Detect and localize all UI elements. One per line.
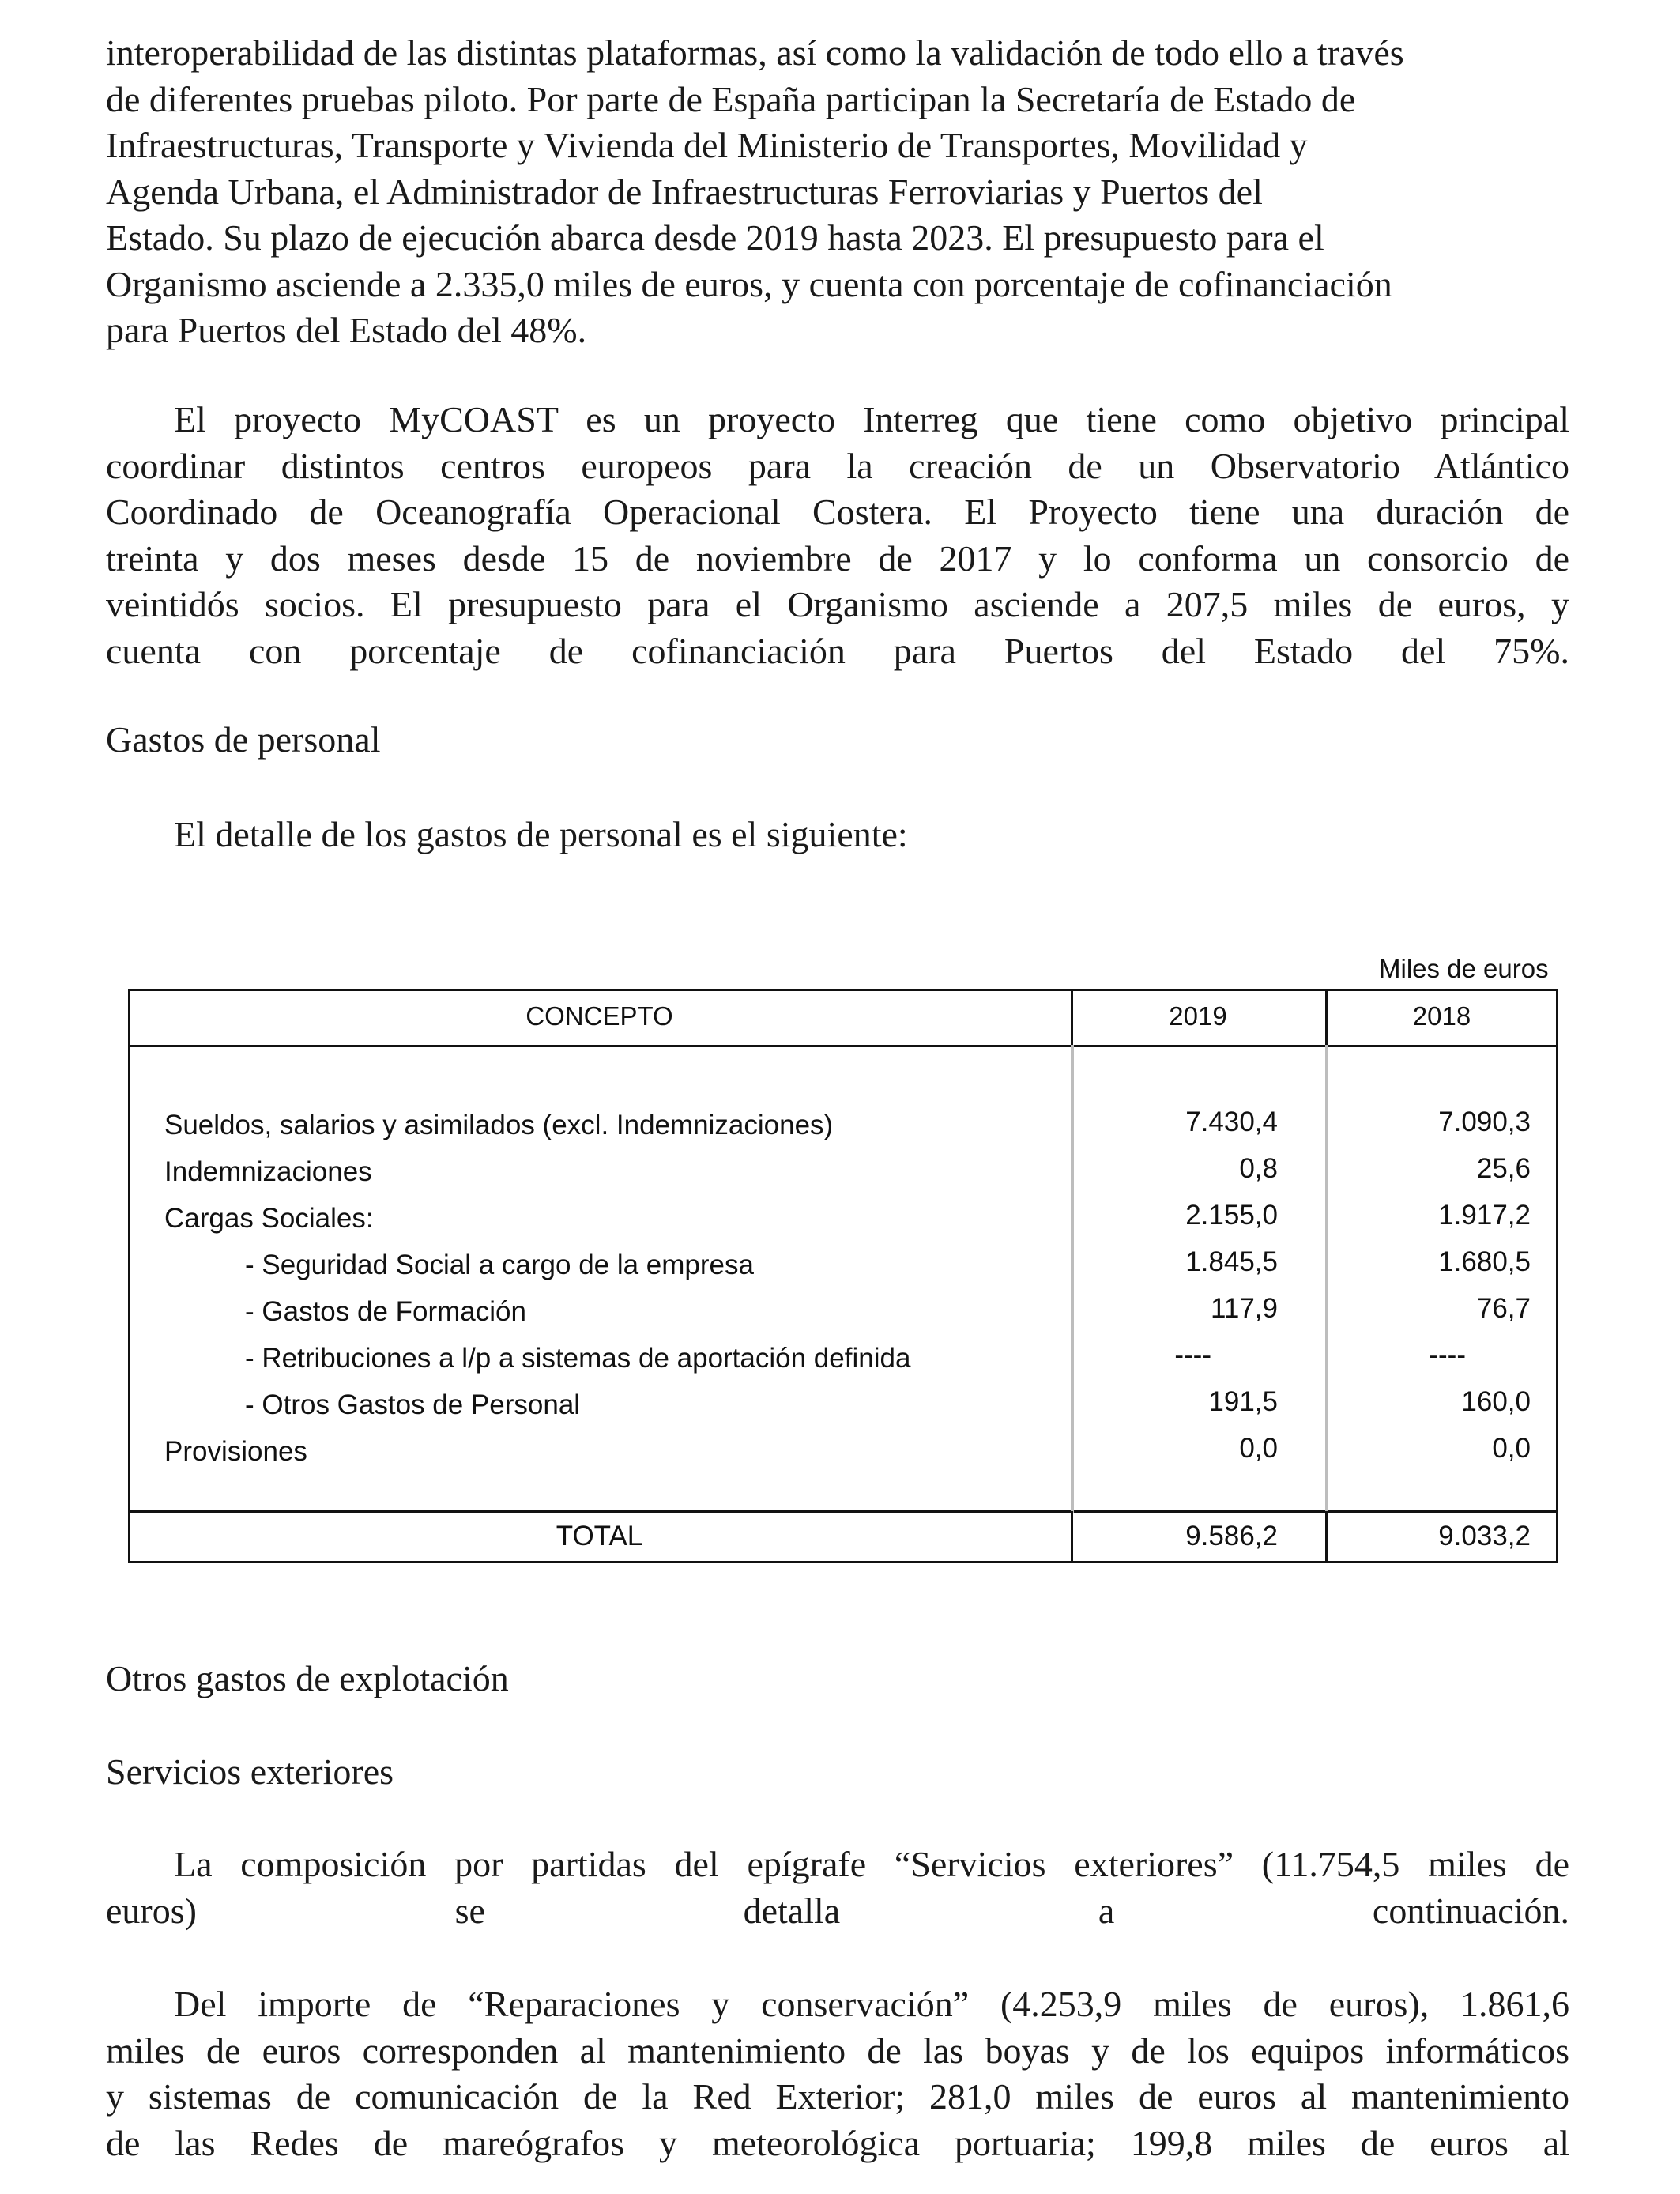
text-line: de diferentes pruebas piloto. Por parte de España participan la Secretaría de Estado de [106,78,1356,119]
heading-otros-gastos: Otros gastos de explotación [106,1658,509,1698]
text-line: treinta y dos meses desde 15 de noviembre de 2017 y lo conforma un consorcio de [106,537,1569,579]
row-value-2019: ---- [1174,1340,1211,1370]
row-value-2018: 1.680,5 [1438,1246,1531,1277]
row-value-2018: 0,0 [1492,1433,1531,1464]
text-line: de las Redes de mareógrafos y meteorológica portuaria; 199,8 miles de euros al [106,2122,1569,2163]
row-value-2018: 160,0 [1461,1386,1531,1417]
text-line: interoperabilidad de las distintas plataformas, así como la validación de todo ello a través [106,32,1404,73]
text-line: Infraestructuras, Transporte y Vivienda del Ministerio de Transportes, Movilidad y [106,125,1308,165]
row-label: - Seguridad Social a cargo de la empresa [245,1250,754,1280]
total-label: TOTAL [556,1521,643,1551]
text-line: Coordinado de Oceanografía Operacional Costera. El Proyecto tiene una duración de [106,492,1569,532]
row-value-2018: 76,7 [1476,1293,1531,1324]
text-line: Organismo asciende a 2.335,0 miles de euros, y cuenta con porcentaje de cofinanciación [106,263,1392,304]
text-line: miles de euros corresponden al mantenimiento de las boyas y de los equipos informáticos [106,2030,1569,2071]
text-line: Del importe de “Reparaciones y conservación” (4.253,9 miles de euros), 1.861,6 [174,1984,1569,2024]
row-value-2018: 7.090,3 [1438,1106,1531,1137]
row-label: - Gastos de Formación [245,1296,526,1327]
table-intro-text: El detalle de los gastos de personal es el siguiente: [174,814,908,854]
paragraph-servicios-composicion [106,1842,1569,1934]
row-value-2018: ---- [1429,1340,1466,1370]
total-2018: 9.033,2 [1438,1521,1531,1551]
header-2019: 2019 [1169,1001,1227,1031]
row-value-2019: 1.845,5 [1185,1246,1278,1277]
row-value-2019: 0,8 [1239,1153,1278,1184]
text-line: euros) se detalla a continuación. [106,1890,1569,1931]
text-line: coordinar distintos centros europeos para la creación de un Observatorio Atlántico [106,445,1569,486]
row-value-2019: 0,0 [1239,1433,1278,1464]
heading-servicios-exteriores: Servicios exteriores [106,1751,394,1792]
text-line: Agenda Urbana, el Administrador de Infraestructuras Ferroviarias y Puertos del [106,171,1263,212]
row-value-2019: 7.430,4 [1185,1106,1278,1137]
row-value-2019: 2.155,0 [1185,1200,1278,1231]
header-2018: 2018 [1412,1001,1471,1031]
text-line: Estado. Su plazo de ejecución abarca desde 2019 hasta 2023. El presupuesto para el [106,217,1324,258]
text-line: y sistemas de comunicación de la Red Exterior; 281,0 miles de euros al mantenimiento [106,2076,1569,2117]
text-line: El proyecto MyCOAST es un proyecto Interreg que tiene como objetivo principal [174,399,1569,439]
header-concepto: CONCEPTO [525,1001,673,1031]
table-right-border [1556,1045,1558,1513]
row-label: - Retribuciones a l/p a sistemas de aportación definida [245,1343,911,1374]
text-line: cuenta con porcentaje de cofinanciación para Puertos del Estado del 75%. [106,630,1569,671]
row-label: - Otros Gastos de Personal [245,1389,581,1420]
row-label: Indemnizaciones [164,1156,372,1187]
total-2019: 9.586,2 [1185,1521,1278,1551]
paragraph-reparaciones [106,1981,1569,2166]
table-units-label: Miles de euros [1379,954,1549,983]
row-value-2018: 25,6 [1476,1153,1531,1184]
row-label: Cargas Sociales: [164,1203,374,1234]
row-label: Provisiones [164,1436,307,1467]
text-line: para Puertos del Estado del 48%. [106,310,587,350]
text-line: veintidós socios. El presupuesto para el Organismo asciende a 207,5 miles de euros, y [106,584,1569,624]
text-line: La composición por partidas del epígrafe “Servicios exteriores” (11.754,5 miles de [174,1844,1569,1884]
paragraph-mycoast [106,397,1569,674]
row-label: Sueldos, salarios y asimilados (excl. Indemnizaciones) [164,1110,834,1140]
paragraph-interoperabilidad [106,30,1569,354]
row-value-2019: 117,9 [1211,1293,1278,1324]
row-value-2018: 1.917,2 [1438,1200,1531,1231]
row-value-2019: 191,5 [1208,1386,1278,1417]
heading-gastos-personal: Gastos de personal [106,719,381,760]
table-left-border [128,1045,130,1513]
personnel-expenses-table [128,989,1558,1563]
